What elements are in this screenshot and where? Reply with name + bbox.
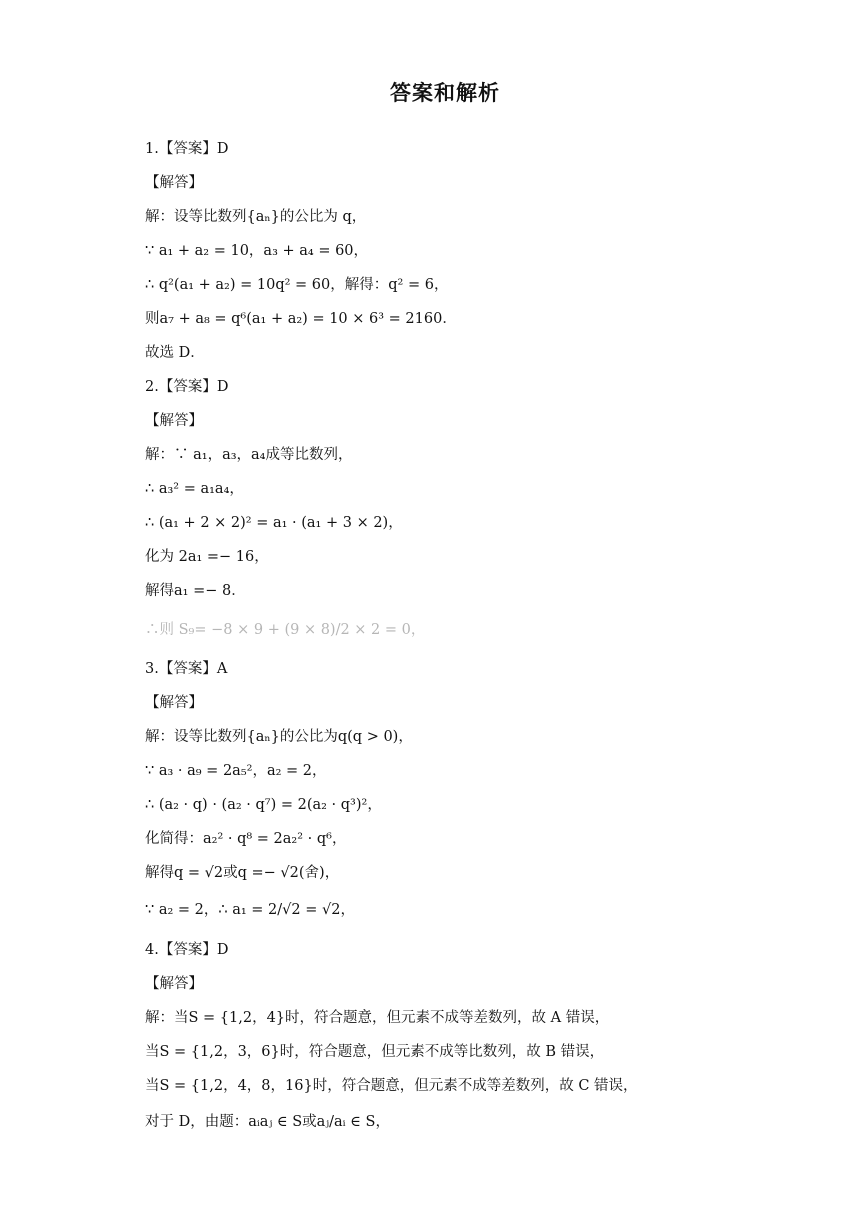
answer-line: 4.【答案】D	[145, 942, 229, 958]
answer-line: 当S = {1,2，3，6}时，符合题意，但元素不成等比数列，故 B 错误，	[145, 1044, 605, 1060]
answer-line: ∵ a₂ = 2，∴ a₁ = 2/√2 = √2，	[145, 902, 355, 918]
answer-line: 解：当S = {1,2，4}时，符合题意，但元素不成等差数列，故 A 错误，	[145, 1010, 610, 1026]
answer-line: 解得a₁ =− 8．	[145, 583, 246, 599]
answer-line: 解得q = √2或q =− √2(舍)，	[145, 865, 340, 881]
answer-line: ∵ a₃ · a₉ = 2a₅²，a₂ = 2，	[145, 763, 327, 779]
answer-line: ∵ a₁ + a₂ = 10，a₃ + a₄ = 60，	[145, 243, 369, 259]
answer-line: ∴ (a₁ + 2 × 2)² = a₁ · (a₁ + 3 × 2)，	[145, 515, 403, 531]
answer-line: 【解答】	[145, 976, 203, 992]
answer-line: 则a₇ + a₈ = q⁶(a₁ + a₂) = 10 × 6³ = 2160．	[145, 311, 457, 327]
answer-line: ∴ q²(a₁ + a₂) = 10q² = 60，解得：q² = 6，	[145, 277, 449, 293]
answer-line: 2.【答案】D	[145, 379, 229, 395]
answer-line: 【解答】	[145, 175, 203, 191]
answer-line: ∴则 S₉= −8 × 9 + (9 × 8)/2 × 2 = 0，	[145, 622, 426, 638]
answer-line: 解：设等比数列{aₙ}的公比为 q，	[145, 209, 367, 225]
answer-line: 1.【答案】D	[145, 141, 229, 157]
answer-line: 【解答】	[145, 413, 203, 429]
page-title: 答案和解析	[390, 81, 500, 105]
answer-line: 化为 2a₁ =− 16，	[145, 549, 269, 565]
answer-line: ∴ a₃² = a₁a₄，	[145, 481, 244, 497]
answer-line: 化简得：a₂² · q⁸ = 2a₂² · q⁶，	[145, 831, 347, 847]
answer-line: 【解答】	[145, 695, 203, 711]
answer-line: 故选 D．	[145, 345, 205, 361]
answer-line: 3.【答案】A	[145, 661, 228, 677]
answer-line: 当S = {1,2，4，8，16}时，符合题意，但元素不成等差数列，故 C 错误，	[145, 1078, 638, 1094]
answer-line: 解：∵ a₁，a₃，a₄成等比数列，	[145, 447, 353, 463]
answer-line: 解：设等比数列{aₙ}的公比为q(q > 0)，	[145, 729, 413, 745]
answer-line: 对于 D，由题：aᵢaⱼ ∈ S或aⱼ/aᵢ ∈ S，	[145, 1114, 390, 1130]
answer-line: ∴ (a₂ · q) · (a₂ · q⁷) = 2(a₂ · q³)²，	[145, 797, 382, 813]
